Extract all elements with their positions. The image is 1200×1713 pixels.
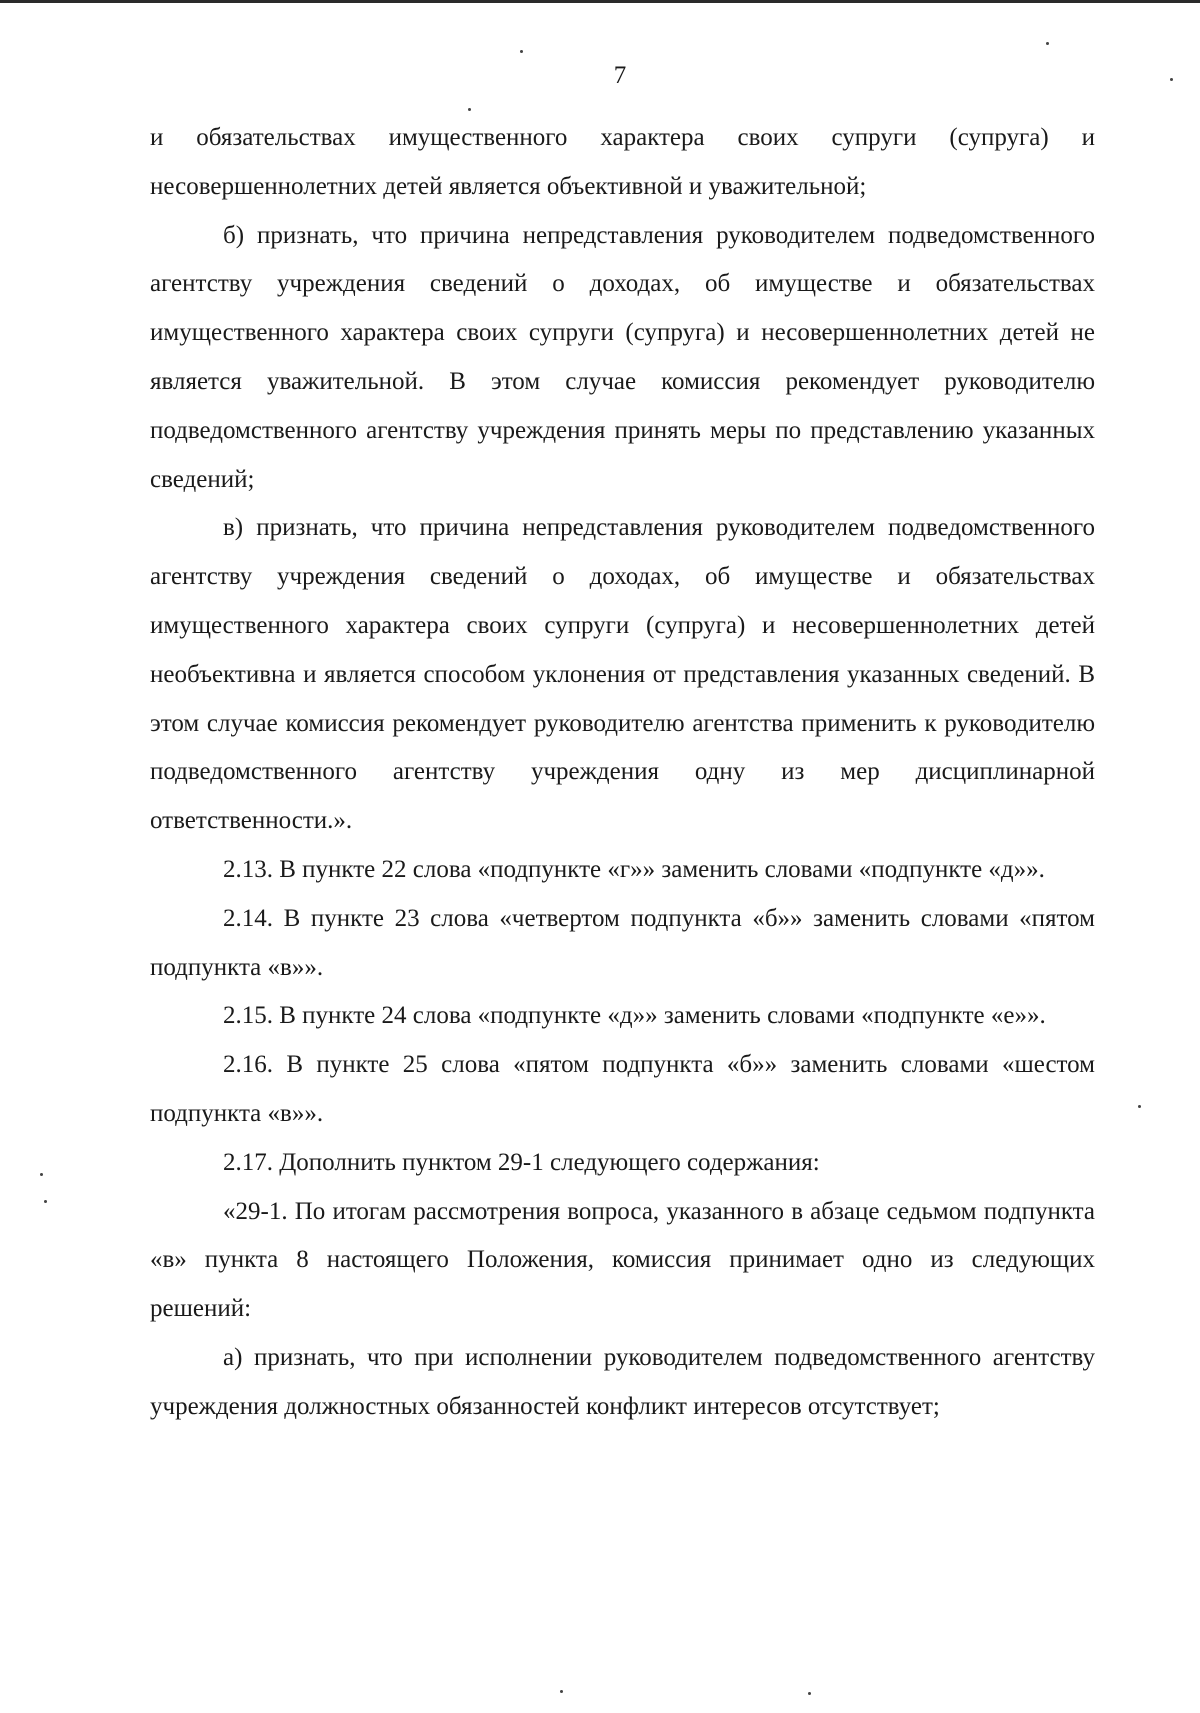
paragraph-2-14: 2.14. В пункте 23 слова «четвертом подпункта «б»» заменить словами «пятом подпункта «в»». [150, 904, 1095, 981]
paragraph-2-16: 2.16. В пункте 25 слова «пятом подпункта «б»» заменить словами «шестом подпункта «в»». [150, 1051, 1095, 1127]
scan-speck [1046, 42, 1049, 45]
top-edge-rule [0, 0, 1200, 3]
scan-speck [1170, 78, 1173, 81]
paragraph-29-1: «29-1. По итогам рассмотрения вопроса, указанного в абзаце седьмом подпункта «в» пункта 8 настоящего Положения, комиссия принимает одно из следующих решений: [150, 1197, 1095, 1323]
document-body [150, 114, 1095, 1432]
scan-speck [468, 108, 471, 111]
paragraph-item-b: б) признать, что причина непредставления руководителем подведомственного агентству учреждения сведений о доходах, об имуществе и обязательствах имущественного характера своих супруги (супруга) и несовершеннолетних детей не является уважительной. В этом случае комиссия рекомендует руководителю подведомственного агентству учреждения принять меры по представлению указанных сведений; [150, 221, 1095, 493]
paragraph-item-a: а) признать, что при исполнении руководителем подведомственного агентству учреждения должностных обязанностей конфликт интересов отсутствует; [150, 1343, 1095, 1420]
scan-speck [44, 1200, 47, 1203]
scan-speck [560, 1690, 563, 1693]
paragraph-2-17: 2.17. Дополнить пунктом 29-1 следующего содержания: [223, 1148, 820, 1176]
paragraph-item-v: в) признать, что причина непредставления руководителем подведомственного агентству учреждения сведений о доходах, об имуществе и обязательствах имущественного характера своих супруги (супруга) и несовершеннолетних детей необъективна и является способом уклонения от представления указанных сведений. В этом случае комиссия рекомендует руководителю агентства применить к руководителю подведомственного агентству учреждения одну из мер дисциплинарной ответственности.». [150, 514, 1095, 835]
scan-speck [520, 50, 523, 53]
paragraph-2-15: 2.15. В пункте 24 слова «подпункте «д»» заменить словами «подпункте «е»». [223, 1002, 1046, 1030]
scan-speck [1138, 1105, 1141, 1108]
paragraph-2-13: 2.13. В пункте 22 слова «подпункте «г»» заменить словами «подпункте «д»». [223, 855, 1045, 883]
page-number: 7 [613, 62, 627, 89]
scan-speck [808, 1692, 811, 1695]
paragraph-continuation: и обязательствах имущественного характера своих супруги (супруга) и несовершеннолетних детей является объективной и уважительной; [150, 124, 1095, 200]
scan-speck [40, 1173, 43, 1176]
